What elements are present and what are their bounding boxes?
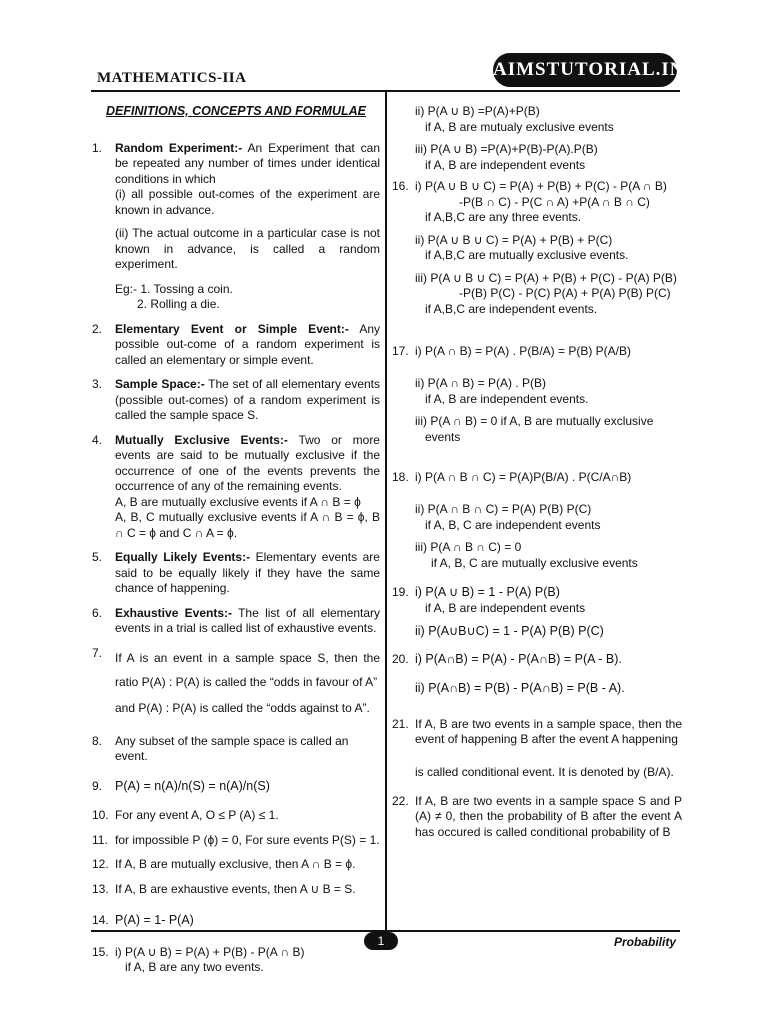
list-item [92, 734, 380, 765]
definition: Two or more events are said to be mutually exclusive if the occurrence of one of the events prevents the occurrence of any of the remaining events. [115, 432, 380, 493]
formula: for impossible P (ϕ) = 0, For sure events P(S) = 1. [115, 832, 380, 847]
formula: iii) P(A ∩ B) = 0 if A, B are mutually exclusive [415, 414, 654, 428]
list-item [92, 779, 380, 795]
list-item [92, 808, 380, 824]
formula: i) P(A ∪ B) = 1 - P(A) P(B) [415, 585, 560, 599]
footer-subject: Probability [613, 935, 676, 949]
condition: if A, B are any two events. [125, 960, 264, 974]
text-line: Any subset of the sample space is called an event. [115, 733, 349, 763]
text-line: and P(A) : P(A) is called the “odds against to A”. [115, 700, 370, 715]
item-number: 11. [92, 832, 108, 847]
brand-logo: AIMSTUTORIAL.IN [493, 53, 677, 87]
list-item [92, 833, 380, 849]
list-item [92, 646, 380, 720]
formula: iii) P(A ∪ B ∪ C) = P(A) + P(B) + P(C) - P(A) P(B) [415, 270, 677, 285]
item-number: 20. [392, 651, 409, 666]
right-column [392, 104, 682, 849]
item-number: 8. [92, 733, 103, 748]
page-title: MATHEMATICS-IIA [97, 70, 247, 86]
formula: i) P(A ∪ B) = P(A) + P(B) - P(A ∩ B) [115, 944, 305, 959]
formula: ii) P(A∩B) = P(B) - P(A∩B) = P(B - A). [415, 681, 625, 695]
item-number: 14. [92, 913, 109, 927]
definition: Elementary events are said to be equally likely if they have the same chance of happening. [115, 550, 380, 595]
formula: -P(B ∩ C) - P(C ∩ A) +P(A ∩ B ∩ C) [459, 194, 650, 209]
text-line: 2. Rolling a die. [137, 297, 220, 311]
formula: For any event A, O ≤ P (A) ≤ 1. [115, 808, 279, 822]
condition: events [425, 429, 461, 444]
condition: if A,B,C are mutually exclusive events. [425, 248, 629, 262]
item-number: 9. [92, 778, 103, 793]
item-number: 2. [92, 321, 103, 336]
item-number: 16. [392, 179, 409, 193]
condition: if A, B are independent events. [425, 391, 589, 406]
list-item [392, 179, 682, 317]
definition: The set of all elementary events (possible out-comes) of a random experiment is called the sample space S. [115, 377, 380, 422]
list-item [92, 945, 380, 976]
column-divider [385, 92, 387, 930]
list-item [92, 606, 380, 637]
formula: ii) P(A ∩ B) = P(A) . P(B) [415, 376, 546, 390]
formula: iii) P(A ∪ B) =P(A)+P(B)-P(A).P(B) [415, 142, 598, 156]
term: Exhaustive Events:- [115, 605, 233, 620]
left-column [92, 104, 380, 985]
text-line: If A is an event in a sample space S, then the ratio P(A) : P(A) is called the “odds in favour of A” [115, 650, 380, 689]
item-number: 12. [92, 857, 109, 871]
item-number: 22. [392, 793, 409, 808]
list-item [392, 717, 682, 782]
list-item [92, 857, 380, 873]
item-number: 6. [92, 605, 103, 620]
list-item [392, 585, 682, 640]
list-item [92, 882, 380, 898]
list-item [92, 141, 380, 313]
term: Sample Space:- [115, 377, 205, 391]
condition: if A, B are independent events [425, 600, 586, 615]
item-number: 3. [92, 377, 103, 391]
text-line: Eg:- 1. Tossing a coin. [115, 281, 233, 296]
item-number: 7. [92, 645, 103, 660]
list-item [92, 377, 380, 424]
text-line: A, B are mutually exclusive events if A ∩ B = ϕ [115, 494, 361, 509]
formula: ii) P(A ∩ B ∩ C) = P(A) P(B) P(C) [415, 502, 592, 516]
condition: if A,B,C are independent events. [425, 301, 598, 316]
list-item [92, 433, 380, 542]
item-number: 18. [392, 470, 409, 484]
definition: Any possible out-come of a random experiment is called an elementary or simple event. [115, 321, 380, 367]
text-line: (i) all possible out-comes of the experiment are known in advance. [115, 187, 380, 217]
formula: ii) P(A∪B∪C) = 1 - P(A) P(B) P(C) [415, 624, 604, 638]
term: Mutually Exclusive Events:- [115, 432, 288, 447]
condition: if A,B,C are any three events. [425, 210, 582, 224]
text-line: A, B, C mutually exclusive events if A ∩ B = ϕ, B ∩ C = ϕ and C ∩ A = ϕ. [115, 510, 380, 540]
list-item [392, 794, 682, 841]
item-number: 10. [92, 808, 109, 822]
formula: ii) P(A ∪ B ∪ C) = P(A) + P(B) + P(C) [415, 232, 613, 247]
section-title: DEFINITIONS, CONCEPTS AND FORMULAE [106, 104, 366, 118]
condition: if A, B, C are independent events [425, 517, 601, 532]
text-line: If A, B are two events in a sample space, then the event of happening B after the event A happening [415, 716, 682, 746]
formula: i) P(A ∩ B ∩ C) = P(A)P(B/A) . P(C/A∩B) [415, 470, 632, 484]
text-line: If A, B are two events in a sample space S and P (A) ≠ 0, then the probability of B after the event A has occured is called conditional probability of B [415, 793, 682, 839]
condition: if A, B, C are mutually exclusive events [431, 555, 638, 570]
condition: if A, B are independent events [425, 157, 586, 172]
item-number: 15. [92, 944, 109, 959]
definition: The list of all elementary events in a trial is called list of exhaustive events. [115, 605, 381, 635]
list-item [92, 322, 380, 369]
formula: P(A) = 1- P(A) [115, 913, 194, 927]
formula: If A, B are mutually exclusive, then A ∩ B = ϕ. [115, 857, 356, 871]
formula: i) P(A ∪ B ∪ C) = P(A) + P(B) + P(C) - P(A ∩ B) [415, 179, 667, 193]
text-line: is called conditional event. It is denoted by (B/A). [415, 764, 674, 779]
definition: An Experiment that can be repeated any number of times under identical conditions in which [115, 140, 380, 186]
list-item [392, 330, 682, 445]
formula: i) P(A∩B) = P(A) - P(A∩B) = P(A - B). [415, 651, 622, 666]
text-line: (ii) The actual outcome in a particular case is not known in advance, is called a random experiment. [115, 226, 380, 271]
list-item [392, 458, 682, 571]
list-item [92, 550, 380, 597]
list-item [92, 913, 380, 929]
page-number: 1 [364, 932, 398, 950]
item-number: 5. [92, 550, 103, 564]
item-number: 19. [392, 585, 409, 599]
item-number: 17. [392, 344, 409, 358]
term: Elementary Event or Simple Event:- [115, 321, 349, 336]
list-item [392, 104, 682, 173]
item-number: 21. [392, 716, 409, 731]
list-item [392, 652, 682, 697]
formula: iii) P(A ∩ B ∩ C) = 0 [415, 540, 522, 554]
item-number: 1. [92, 140, 103, 155]
condition: if A, B are mutualy exclusive events [425, 119, 614, 134]
formula: ii) P(A ∪ B) =P(A)+P(B) [415, 104, 540, 118]
term: Random Experiment:- [115, 140, 243, 155]
formula: P(A) = n(A)/n(S) = n(A)/n(S) [115, 778, 270, 793]
formula: i) P(A ∩ B) = P(A) . P(B/A) = P(B) P(A/B) [415, 344, 631, 358]
formula: If A, B are exhaustive events, then A ∪ B = S. [115, 881, 356, 896]
term: Equally Likely Events:- [115, 550, 251, 564]
formula: -P(B) P(C) - P(C) P(A) + P(A) P(B) P(C) [459, 286, 671, 300]
item-number: 13. [92, 881, 109, 896]
item-number: 4. [92, 432, 103, 447]
